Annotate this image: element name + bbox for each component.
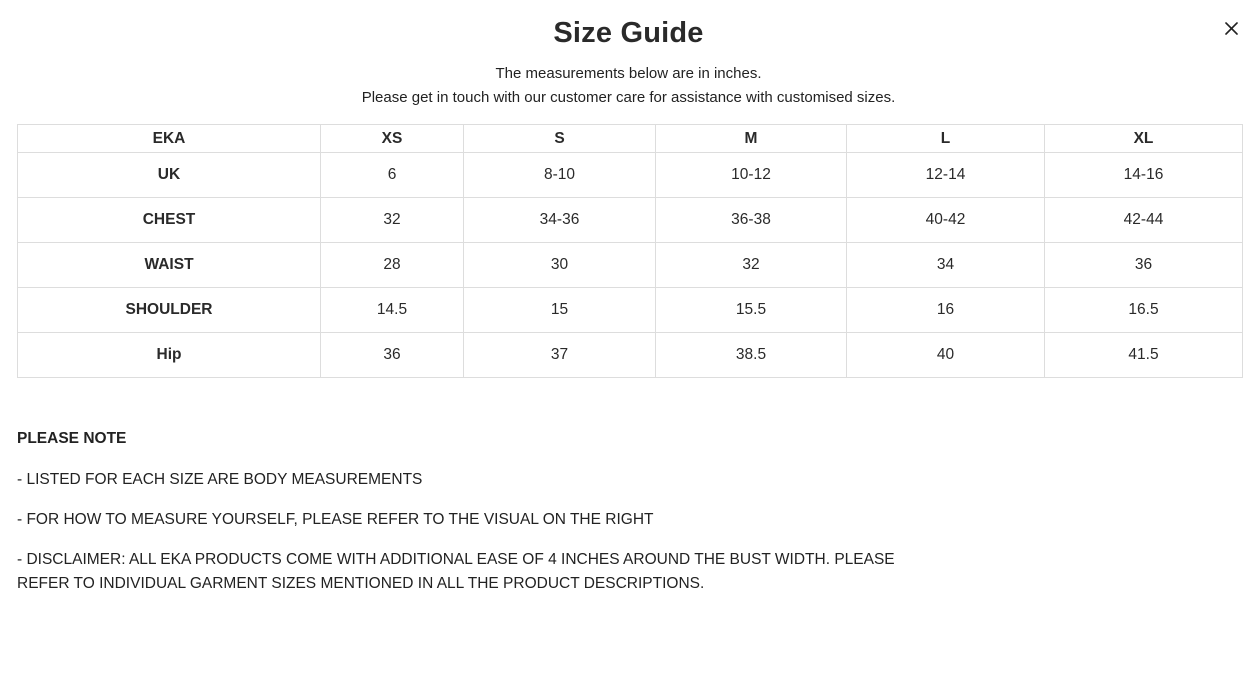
table-cell: 6: [321, 153, 464, 198]
table-cell: 12-14: [847, 153, 1045, 198]
note-how-to-measure: - FOR HOW TO MEASURE YOURSELF, PLEASE REFER TO THE VISUAL ON THE RIGHT: [17, 511, 654, 528]
table-cell: 14-16: [1045, 153, 1243, 198]
table-cell: 34: [847, 243, 1045, 288]
note-disclaimer: - DISCLAIMER: ALL EKA PRODUCTS COME WITH ADDITIONAL EASE OF 4 INCHES AROUND THE BUST WIDTH. PLEASE REFER TO INDIVIDUAL GARMENT SIZES MENTIONED IN ALL THE PRODUCT DESCRIPTIONS.: [17, 551, 895, 592]
row-label: CHEST: [18, 198, 321, 243]
table-cell: 32: [656, 243, 847, 288]
table-cell: 15.5: [656, 288, 847, 333]
notes-heading: PLEASE NOTE: [17, 430, 127, 447]
row-label: WAIST: [18, 243, 321, 288]
header-cell-s: S: [464, 125, 656, 153]
table-cell: 10-12: [656, 153, 847, 198]
table-cell: 15: [464, 288, 656, 333]
table-cell: 40-42: [847, 198, 1045, 243]
table-cell: 36-38: [656, 198, 847, 243]
table-cell: 30: [464, 243, 656, 288]
table-cell: 16: [847, 288, 1045, 333]
note-body-measurements: - LISTED FOR EACH SIZE ARE BODY MEASUREMENTS: [17, 471, 423, 488]
notes-section: [17, 428, 897, 612]
header-cell-xs: XS: [321, 125, 464, 153]
header-cell-l: L: [847, 125, 1045, 153]
table-row-chest: [18, 198, 1243, 243]
row-label: UK: [18, 153, 321, 198]
table-cell: 14.5: [321, 288, 464, 333]
table-row-uk: [18, 153, 1243, 198]
table-cell: 32: [321, 198, 464, 243]
row-label: Hip: [18, 333, 321, 378]
table-row-hip: [18, 333, 1243, 378]
table-cell: 36: [1045, 243, 1243, 288]
table-cell: 8-10: [464, 153, 656, 198]
size-table: [17, 124, 1243, 378]
table-cell: 34-36: [464, 198, 656, 243]
table-header-row: [18, 125, 1243, 153]
table-cell: 42-44: [1045, 198, 1243, 243]
header-cell-brand: EKA: [18, 125, 321, 153]
table-cell: 16.5: [1045, 288, 1243, 333]
table-cell: 38.5: [656, 333, 847, 378]
subtitle-line-units: The measurements below are in inches.: [495, 65, 762, 82]
header-cell-xl: XL: [1045, 125, 1243, 153]
table-row-shoulder: [18, 288, 1243, 333]
table-row-waist: [18, 243, 1243, 288]
modal-title: Size Guide: [553, 17, 704, 49]
table-cell: 40: [847, 333, 1045, 378]
table-cell: 28: [321, 243, 464, 288]
row-label: SHOULDER: [18, 288, 321, 333]
modal-subtitle: [0, 62, 1257, 110]
table-cell: 36: [321, 333, 464, 378]
header-cell-m: M: [656, 125, 847, 153]
subtitle-line-assistance: Please get in touch with our customer care for assistance with customised sizes.: [361, 89, 896, 106]
table-cell: 37: [464, 333, 656, 378]
table-cell: 41.5: [1045, 333, 1243, 378]
